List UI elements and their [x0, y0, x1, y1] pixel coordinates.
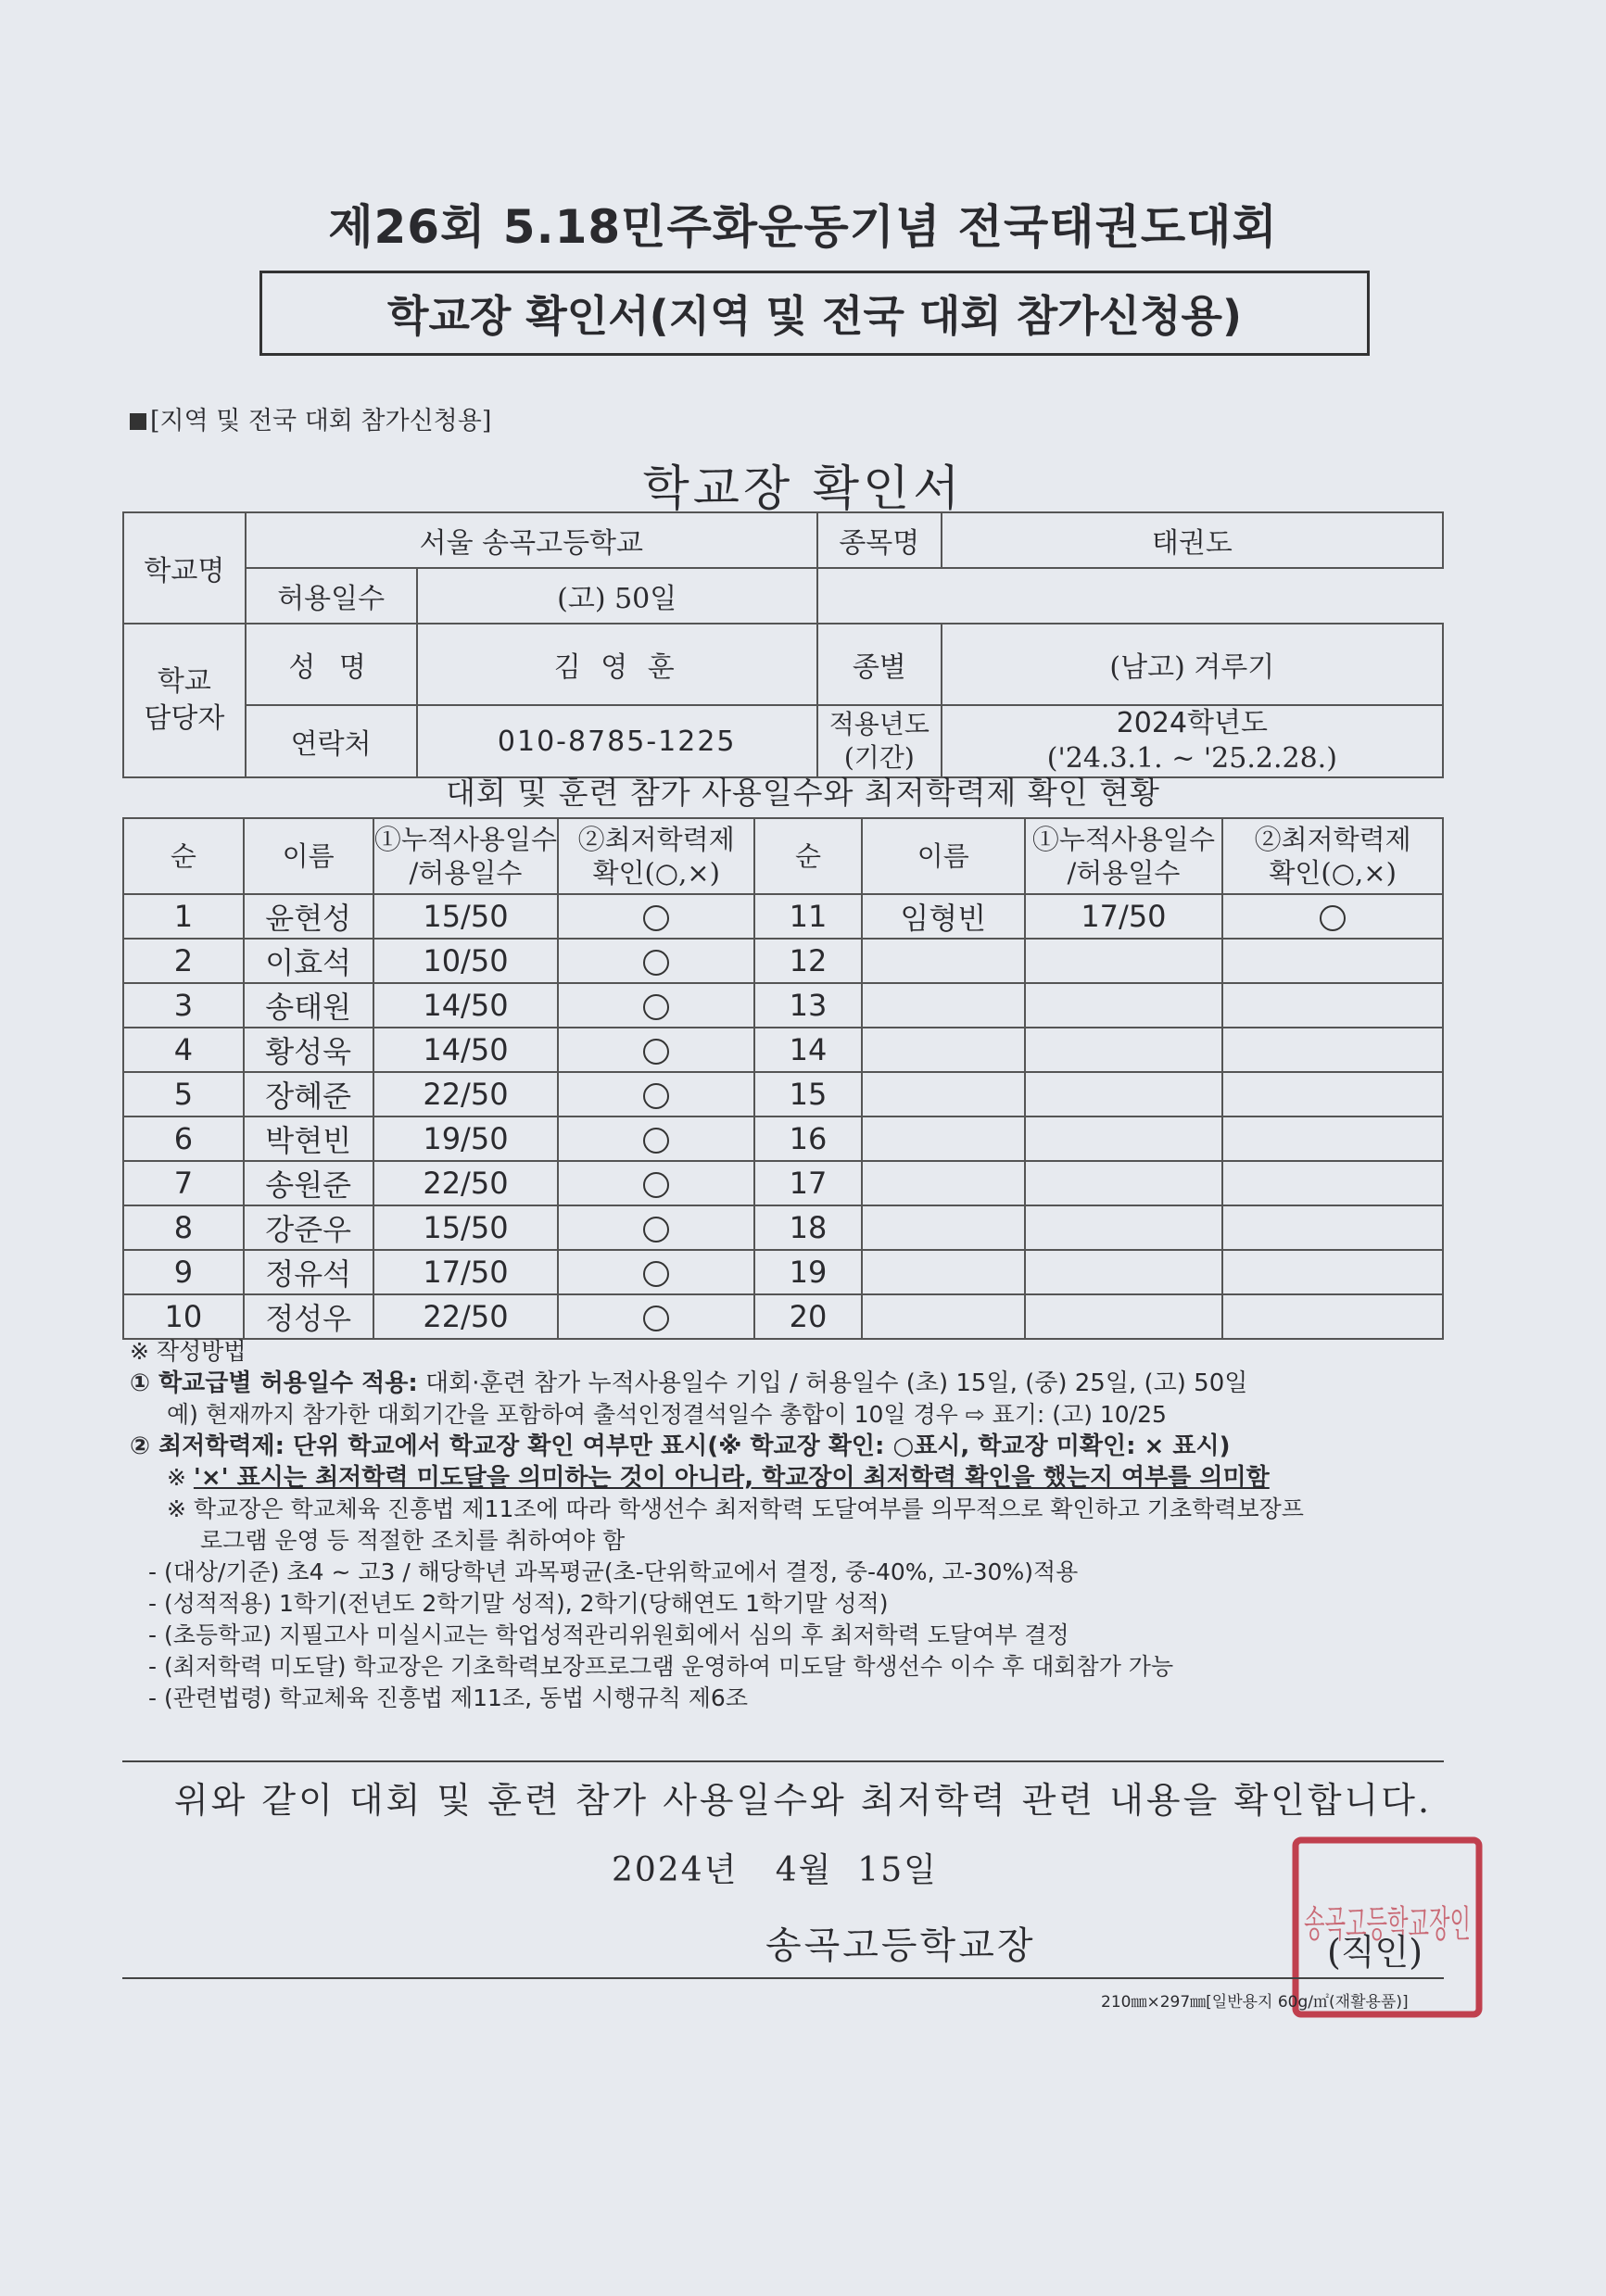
- days-used: [1025, 1116, 1223, 1161]
- manager-label: 학교 담당자: [123, 624, 246, 777]
- student-name: 이효석: [244, 939, 373, 983]
- row-number: 3: [123, 983, 244, 1028]
- days-used: 22/50: [373, 1161, 559, 1205]
- sub-title-box: [259, 271, 1370, 356]
- student-name: [862, 1294, 1025, 1339]
- days-used: 15/50: [373, 1205, 559, 1250]
- info-table: [122, 511, 1444, 778]
- min-grade-check: [1222, 1250, 1443, 1294]
- sub-title: 학교장 확인서(지역 및 전국 대회 참가신청용): [387, 291, 1242, 341]
- days-used: [1025, 1205, 1223, 1250]
- year-cell: [942, 705, 1443, 777]
- days-used: 22/50: [373, 1294, 559, 1339]
- row-number: 14: [754, 1028, 862, 1072]
- min-grade-check: [558, 1116, 754, 1161]
- status-title: 대회 및 훈련 참가 사용일수와 최저학력제 확인 현황: [446, 775, 1160, 811]
- table-row: [123, 983, 1443, 1028]
- year-label: 적용년도 (기간): [817, 705, 942, 777]
- days-used: [1025, 983, 1223, 1028]
- days-used: [1025, 1072, 1223, 1116]
- min-grade-check: [558, 894, 754, 939]
- table-row: [123, 1294, 1443, 1339]
- days-used: 22/50: [373, 1072, 559, 1116]
- student-name: 정유석: [244, 1250, 373, 1294]
- year-value: 2024학년도: [1116, 707, 1268, 739]
- student-name: 송원준: [244, 1161, 373, 1205]
- divider: [122, 1760, 1444, 1762]
- days-used: 15/50: [373, 894, 559, 939]
- note-1-title: ① 학교급별 허용일수 적용:: [130, 1369, 418, 1397]
- form-tag: [130, 400, 491, 436]
- student-name: 장혜준: [244, 1072, 373, 1116]
- min-grade-check: [1222, 1072, 1443, 1116]
- min-grade-check: [558, 1072, 754, 1116]
- min-grade-check: [558, 939, 754, 983]
- principal-name: 송곡고등학교장: [765, 1924, 1036, 1967]
- seal-text: 송곡고등학교장인: [1304, 1903, 1471, 1946]
- days-used: [1025, 1028, 1223, 1072]
- status-table: [122, 817, 1444, 1340]
- row-number: 9: [123, 1250, 244, 1294]
- check-circle-icon: [643, 1261, 669, 1287]
- row-number: 18: [754, 1205, 862, 1250]
- student-name: [862, 1028, 1025, 1072]
- school-value: 서울 송곡고등학교: [246, 512, 817, 568]
- header-name: 이름: [862, 818, 1025, 894]
- row-number: 17: [754, 1161, 862, 1205]
- days-used: 14/50: [373, 983, 559, 1028]
- category-label: 종별: [817, 624, 942, 705]
- check-circle-icon: [643, 905, 669, 931]
- table-row: [123, 1250, 1443, 1294]
- square-bullet-icon: [130, 413, 146, 430]
- header-days: ①누적사용일수 /허용일수: [373, 818, 559, 894]
- header-no: 순: [754, 818, 862, 894]
- instructions: [130, 1336, 1483, 1714]
- row-number: 11: [754, 894, 862, 939]
- check-circle-icon: [643, 994, 669, 1020]
- check-circle-icon: [1320, 905, 1346, 931]
- year-period: ('24.3.1. ~ '25.2.28.): [1046, 742, 1337, 775]
- row-number: 1: [123, 894, 244, 939]
- days-used: 17/50: [1025, 894, 1223, 939]
- min-grade-check: [558, 1250, 754, 1294]
- student-name: [862, 983, 1025, 1028]
- min-grade-check: [558, 1161, 754, 1205]
- main-title: 제26회 5.18민주화운동기념 전국태권도대회: [328, 200, 1278, 254]
- student-name: [862, 1161, 1025, 1205]
- table-row: [123, 894, 1443, 939]
- min-grade-check: [1222, 1294, 1443, 1339]
- row-number: 4: [123, 1028, 244, 1072]
- student-name: [862, 1116, 1025, 1161]
- student-name: [862, 1250, 1025, 1294]
- row-number: 12: [754, 939, 862, 983]
- student-name: 황성욱: [244, 1028, 373, 1072]
- check-circle-icon: [643, 1172, 669, 1198]
- contact-label: 연락처: [246, 705, 417, 777]
- row-number: 6: [123, 1116, 244, 1161]
- student-name: 강준우: [244, 1205, 373, 1250]
- note-1-example: 예) 현재까지 참가한 대회기간을 포함하여 출석인정결석일수 총합이 10일 경우 ⇨ 표기: (고) 10/25: [167, 1401, 1167, 1428]
- table-row: [123, 1205, 1443, 1250]
- category-value: (남고) 겨루기: [942, 624, 1443, 705]
- days-used: 19/50: [373, 1116, 559, 1161]
- row-number: 16: [754, 1116, 862, 1161]
- header-days: ①누적사용일수 /허용일수: [1025, 818, 1223, 894]
- row-number: 19: [754, 1250, 862, 1294]
- header-check: ②최저학력제 확인(○,×): [558, 818, 754, 894]
- days-used: 17/50: [373, 1250, 559, 1294]
- days-used: [1025, 1294, 1223, 1339]
- seal-label: (직인): [1327, 1932, 1423, 1973]
- event-label: 종목명: [817, 512, 942, 568]
- detail-target: - (대상/기준) 초4 ~ 고3 / 해당학년 과목평균(초-단위학교에서 결정, 중-40%, 고-30%)적용: [148, 1558, 1079, 1585]
- student-name: [862, 939, 1025, 983]
- student-name: [862, 1205, 1025, 1250]
- check-circle-icon: [643, 1083, 669, 1109]
- row-number: 8: [123, 1205, 244, 1250]
- confirm-statement: 위와 같이 대회 및 훈련 참가 사용일수와 최저학력 관련 내용을 확인합니다.: [173, 1780, 1433, 1821]
- detail-grades: - (성적적용) 1학기(전년도 2학기말 성적), 2학기(당해연도 1학기말 성적): [148, 1590, 889, 1617]
- bottom-divider: [122, 1977, 1444, 1979]
- check-circle-icon: [643, 1217, 669, 1243]
- table-row: [123, 939, 1443, 983]
- days-used: [1025, 1250, 1223, 1294]
- days-used: 10/50: [373, 939, 559, 983]
- min-grade-check: [1222, 1116, 1443, 1161]
- check-circle-icon: [643, 1306, 669, 1331]
- notes-heading: ※ 작성방법: [130, 1338, 247, 1365]
- note-2-underlined: '×' 표시는 최저학력 미도달을 의미하는 것이 아니라, 학교장이 최저학력 확인을 했는지 여부를 의미함: [193, 1464, 1270, 1492]
- allowed-label: 허용일수: [246, 568, 417, 624]
- days-used: [1025, 1161, 1223, 1205]
- note-1-text: 대회·훈련 참가 누적사용일수 기입 / 허용일수 (초) 15일, (중) 25일, (고) 50일: [417, 1369, 1248, 1397]
- days-used: [1025, 939, 1223, 983]
- table-row: [123, 1072, 1443, 1116]
- contact-value: 010-8785-1225: [417, 705, 817, 777]
- allowed-value: (고) 50일: [417, 568, 817, 624]
- row-number: 15: [754, 1072, 862, 1116]
- event-value: 태권도: [942, 512, 1443, 568]
- header-no: 순: [123, 818, 244, 894]
- row-number: 10: [123, 1294, 244, 1339]
- paper-spec: 210㎜×297㎜[일반용지 60g/㎡(재활용품)]: [1101, 1993, 1409, 2012]
- student-name: 윤현성: [244, 894, 373, 939]
- row-number: 5: [123, 1072, 244, 1116]
- days-used: 14/50: [373, 1028, 559, 1072]
- detail-elementary: - (초등학교) 지필고사 미실시교는 학업성적관리위원회에서 심의 후 최저학력 도달여부 결정: [148, 1621, 1069, 1648]
- note-3-line-2: 로그램 운영 등 적절한 조치를 취하여야 함: [200, 1527, 626, 1554]
- header-name: 이름: [244, 818, 373, 894]
- header-check: ②최저학력제 확인(○,×): [1222, 818, 1443, 894]
- min-grade-check: [558, 983, 754, 1028]
- min-grade-check: [1222, 894, 1443, 939]
- min-grade-check: [1222, 1205, 1443, 1250]
- check-circle-icon: [643, 950, 669, 976]
- min-grade-check: [1222, 1028, 1443, 1072]
- note-3-line-1: ※ 학교장은 학교체육 진흥법 제11조에 따라 학생선수 최저학력 도달여부를 의무적으로 확인하고 기초학력보장프: [167, 1495, 1304, 1522]
- check-circle-icon: [643, 1128, 669, 1154]
- row-number: 13: [754, 983, 862, 1028]
- name-label: 성 명: [246, 624, 417, 705]
- detail-unmet: - (최저학력 미도달) 학교장은 기초학력보장프로그램 운영하여 미도달 학생선수 이수 후 대회참가 가능: [148, 1653, 1174, 1680]
- note-2-mark: ※: [167, 1464, 186, 1491]
- student-name: 정성우: [244, 1294, 373, 1339]
- min-grade-check: [558, 1205, 754, 1250]
- table-row: [123, 1161, 1443, 1205]
- note-2: ② 최저학력제: 단위 학교에서 학교장 확인 여부만 표시(※ 학교장 확인: ○표시, 학교장 미확인: × 표시): [130, 1432, 1231, 1460]
- student-name: [862, 1072, 1025, 1116]
- row-number: 2: [123, 939, 244, 983]
- student-name: 박현빈: [244, 1116, 373, 1161]
- table-row: [123, 1028, 1443, 1072]
- row-number: 7: [123, 1161, 244, 1205]
- student-name: 송태원: [244, 983, 373, 1028]
- issue-date: 2024년 4월 15일: [612, 1851, 938, 1889]
- check-circle-icon: [643, 1039, 669, 1065]
- min-grade-check: [1222, 939, 1443, 983]
- min-grade-check: [1222, 983, 1443, 1028]
- school-label: 학교명: [123, 512, 246, 624]
- table-row: [123, 1116, 1443, 1161]
- name-value: 김 영 훈: [417, 624, 817, 705]
- min-grade-check: [1222, 1161, 1443, 1205]
- min-grade-check: [558, 1028, 754, 1072]
- row-number: 20: [754, 1294, 862, 1339]
- student-name: 임형빈: [862, 894, 1025, 939]
- detail-law: - (관련법령) 학교체육 진흥법 제11조, 동법 시행규칙 제6조: [148, 1684, 748, 1711]
- form-tag-text: [지역 및 전국 대회 참가신청용]: [150, 407, 492, 435]
- form-title: 학교장 확인서: [642, 461, 964, 517]
- min-grade-check: [558, 1294, 754, 1339]
